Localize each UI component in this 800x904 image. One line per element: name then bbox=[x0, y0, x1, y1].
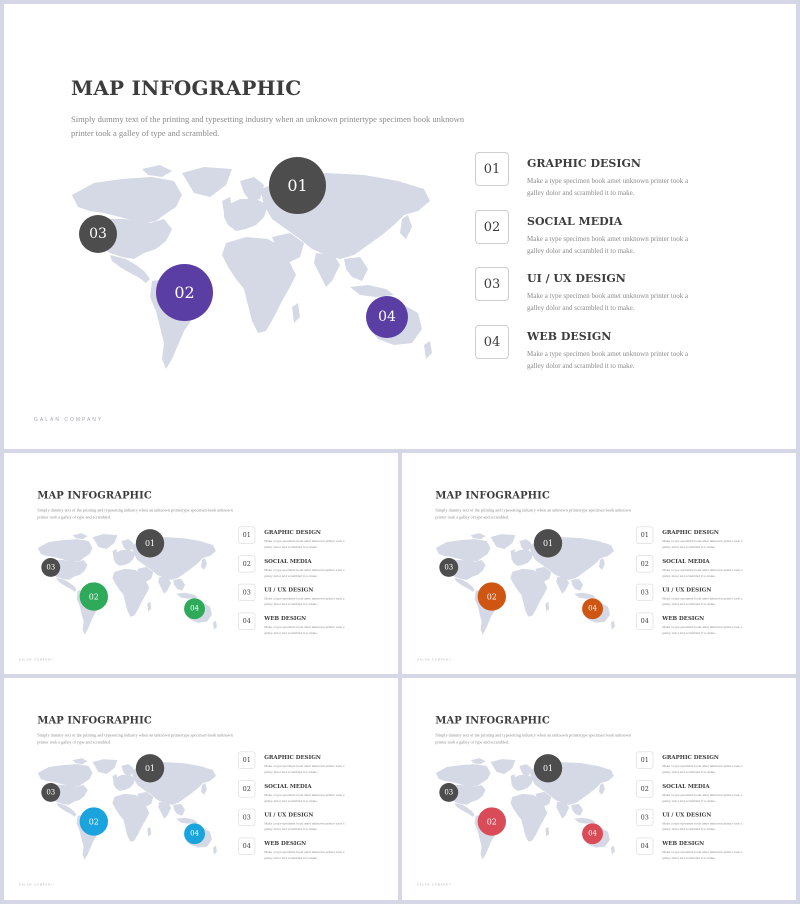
number-box: 03 bbox=[636, 584, 653, 601]
item-title: WEB DESIGN bbox=[264, 615, 307, 622]
list-item-ui-ux-design bbox=[636, 809, 750, 834]
number-box: 01 bbox=[238, 527, 255, 544]
marker-01 bbox=[269, 157, 326, 214]
marker-01 bbox=[136, 754, 164, 782]
item-title: SOCIAL MEDIA bbox=[662, 557, 710, 565]
number-box: 02 bbox=[238, 780, 255, 797]
slide-title: MAP INFOGRAPHIC bbox=[435, 488, 550, 501]
marker-01-label: 01 bbox=[542, 538, 554, 549]
number-box: 02 bbox=[636, 780, 653, 797]
list-item-graphic-design bbox=[475, 152, 705, 202]
list-item-graphic-design bbox=[636, 527, 750, 552]
slide-thumb-blue[interactable] bbox=[4, 678, 398, 900]
list-item-ui-ux-design bbox=[475, 267, 705, 317]
marker-03-label: 03 bbox=[46, 788, 56, 797]
item-description: Make a type specimen book amet unknown printer took a galley dolor and scrambled it to make. bbox=[662, 596, 743, 607]
number-box: 03 bbox=[475, 267, 509, 301]
item-title: UI / UX DESIGN bbox=[527, 272, 626, 285]
list-item-social-media bbox=[636, 780, 750, 805]
marker-03 bbox=[41, 783, 60, 802]
item-title: GRAPHIC DESIGN bbox=[264, 529, 321, 536]
list-item-web-design bbox=[636, 613, 750, 638]
slide-title: MAP INFOGRAPHIC bbox=[37, 713, 152, 726]
slide-thumb-red[interactable] bbox=[402, 678, 796, 900]
item-description: Make a type specimen book amet unknown printer took a galley dolor and scrambled it to make. bbox=[264, 539, 345, 550]
list-item-graphic-design bbox=[238, 527, 352, 552]
item-description: Make a type specimen book amet unknown printer took a galley dolor and scrambled it to make. bbox=[662, 625, 743, 636]
marker-01 bbox=[534, 754, 562, 782]
marker-03 bbox=[439, 783, 458, 802]
marker-01-label: 01 bbox=[542, 763, 554, 774]
list-item-web-design bbox=[475, 325, 705, 375]
item-description: Make a type specimen book amet unknown printer took a galley dolor and scrambled it to make. bbox=[527, 350, 689, 370]
marker-02 bbox=[478, 807, 506, 835]
list-item-ui-ux-design bbox=[238, 809, 352, 834]
item-description: Make a type specimen book amet unknown printer took a galley dolor and scrambled it to make. bbox=[662, 850, 743, 861]
marker-04-label: 04 bbox=[588, 604, 597, 613]
marker-04-label: 04 bbox=[588, 829, 597, 838]
marker-04 bbox=[184, 598, 205, 619]
slide-subtitle: Simply dummy text of the printing and typesetting industry when an unknown printertype specimen book unknown printer took a galley of type and scrambled. bbox=[37, 507, 233, 520]
slide-title: MAP INFOGRAPHIC bbox=[37, 488, 152, 501]
item-description: Make a type specimen book amet unknown printer took a galley dolor and scrambled it to make. bbox=[264, 596, 345, 607]
marker-04-label: 04 bbox=[190, 829, 199, 838]
marker-03-label: 03 bbox=[46, 563, 56, 572]
marker-04 bbox=[366, 296, 408, 338]
marker-04 bbox=[184, 823, 205, 844]
marker-03 bbox=[41, 558, 60, 577]
slide-title: MAP INFOGRAPHIC bbox=[71, 76, 302, 100]
marker-04-label: 04 bbox=[378, 309, 396, 325]
list-item-graphic-design bbox=[636, 752, 750, 777]
slide-subtitle: Simply dummy text of the printing and typesetting industry when an unknown printertype specimen book unknown printer took a galley of type and scrambled. bbox=[71, 114, 465, 138]
list-item-web-design bbox=[636, 838, 750, 863]
item-title: UI / UX DESIGN bbox=[662, 811, 712, 818]
number-box: 03 bbox=[238, 584, 255, 601]
item-title: SOCIAL MEDIA bbox=[527, 215, 623, 228]
number-box: 01 bbox=[475, 152, 509, 186]
marker-03-label: 03 bbox=[444, 788, 454, 797]
list-item-social-media bbox=[238, 780, 352, 805]
number-box: 01 bbox=[636, 752, 653, 769]
marker-02 bbox=[80, 582, 108, 610]
marker-02 bbox=[478, 582, 506, 610]
slide-thumb-green[interactable] bbox=[4, 453, 398, 674]
item-description: Make a type specimen book amet unknown printer took a galley dolor and scrambled it to make. bbox=[264, 850, 345, 861]
number-box: 02 bbox=[238, 555, 255, 572]
marker-02-label: 02 bbox=[174, 283, 195, 302]
item-description: Make a type specimen book amet unknown printer took a galley dolor and scrambled it to make. bbox=[264, 764, 345, 775]
slide-thumb-orange[interactable] bbox=[402, 453, 796, 674]
marker-01 bbox=[136, 529, 164, 557]
marker-02 bbox=[156, 264, 213, 321]
item-title: GRAPHIC DESIGN bbox=[662, 754, 719, 761]
marker-02-label: 02 bbox=[88, 591, 99, 602]
number-box: 04 bbox=[636, 838, 653, 855]
item-description: Make a type specimen book amet unknown printer took a galley dolor and scrambled it to make. bbox=[264, 567, 345, 578]
item-title: GRAPHIC DESIGN bbox=[662, 529, 719, 536]
item-description: Make a type specimen book amet unknown printer took a galley dolor and scrambled it to make. bbox=[662, 764, 743, 775]
company-footer: GALAN COMPANY bbox=[18, 883, 54, 887]
item-description: Make a type specimen book amet unknown printer took a galley dolor and scrambled it to make. bbox=[527, 177, 689, 197]
item-title: WEB DESIGN bbox=[662, 615, 705, 622]
number-box: 03 bbox=[636, 809, 653, 826]
list-item-social-media bbox=[475, 210, 705, 260]
item-title: SOCIAL MEDIA bbox=[264, 782, 312, 790]
number-box: 01 bbox=[238, 752, 255, 769]
marker-04 bbox=[582, 823, 603, 844]
slide-title: MAP INFOGRAPHIC bbox=[435, 713, 550, 726]
item-title: UI / UX DESIGN bbox=[264, 811, 314, 818]
item-title: WEB DESIGN bbox=[527, 330, 612, 343]
number-box: 04 bbox=[238, 838, 255, 855]
item-title: SOCIAL MEDIA bbox=[662, 782, 710, 790]
list-item-social-media bbox=[636, 555, 750, 580]
number-box: 04 bbox=[636, 613, 653, 630]
marker-03-label: 03 bbox=[89, 226, 107, 242]
slide-subtitle: Simply dummy text of the printing and typesetting industry when an unknown printertype specimen book unknown printer took a galley of type and scrambled. bbox=[435, 507, 631, 520]
item-description: Make a type specimen book amet unknown printer took a galley dolor and scrambled it to make. bbox=[662, 539, 743, 550]
number-box: 02 bbox=[636, 555, 653, 572]
marker-02-label: 02 bbox=[486, 816, 497, 827]
company-footer: GALAN COMPANY bbox=[416, 658, 452, 662]
item-description: Make a type specimen book amet unknown printer took a galley dolor and scrambled it to make. bbox=[264, 821, 345, 832]
item-description: Make a type specimen book amet unknown printer took a galley dolor and scrambled it to make. bbox=[527, 235, 689, 255]
item-description: Make a type specimen book amet unknown printer took a galley dolor and scrambled it to make. bbox=[662, 792, 743, 803]
marker-03 bbox=[79, 215, 117, 253]
item-title: UI / UX DESIGN bbox=[264, 586, 314, 593]
marker-04 bbox=[582, 598, 603, 619]
marker-01-label: 01 bbox=[287, 176, 308, 195]
list-item-ui-ux-design bbox=[238, 584, 352, 609]
marker-03 bbox=[439, 558, 458, 577]
list-item-web-design bbox=[238, 838, 352, 863]
item-description: Make a type specimen book amet unknown printer took a galley dolor and scrambled it to make. bbox=[264, 792, 345, 803]
item-title: WEB DESIGN bbox=[662, 840, 705, 847]
world-map bbox=[432, 755, 616, 862]
item-description: Make a type specimen book amet unknown printer took a galley dolor and scrambled it to make. bbox=[264, 625, 345, 636]
item-title: UI / UX DESIGN bbox=[662, 586, 712, 593]
number-box: 02 bbox=[475, 210, 509, 244]
world-map bbox=[432, 530, 616, 637]
marker-01 bbox=[534, 529, 562, 557]
company-footer: GALAN COMPANY bbox=[34, 417, 104, 423]
list-item-graphic-design bbox=[238, 752, 352, 777]
world-map bbox=[34, 530, 218, 637]
number-box: 01 bbox=[636, 527, 653, 544]
item-description: Make a type specimen book amet unknown printer took a galley dolor and scrambled it to make. bbox=[527, 292, 689, 312]
company-footer: GALAN COMPANY bbox=[18, 658, 54, 662]
number-box: 03 bbox=[238, 809, 255, 826]
list-item-social-media bbox=[238, 555, 352, 580]
marker-04-label: 04 bbox=[190, 604, 199, 613]
marker-03-label: 03 bbox=[444, 563, 454, 572]
list-item-web-design bbox=[238, 613, 352, 638]
marker-01-label: 01 bbox=[144, 538, 156, 549]
slide-subtitle: Simply dummy text of the printing and typesetting industry when an unknown printertype specimen book unknown printer took a galley of type and scrambled. bbox=[435, 732, 631, 745]
number-box: 04 bbox=[475, 325, 509, 359]
item-title: WEB DESIGN bbox=[264, 840, 307, 847]
marker-02-label: 02 bbox=[88, 816, 99, 827]
slide-subtitle: Simply dummy text of the printing and typesetting industry when an unknown printertype specimen book unknown printer took a galley of type and scrambled. bbox=[37, 732, 233, 745]
company-footer: GALAN COMPANY bbox=[416, 883, 452, 887]
item-title: GRAPHIC DESIGN bbox=[264, 754, 321, 761]
item-title: GRAPHIC DESIGN bbox=[527, 157, 641, 170]
item-title: SOCIAL MEDIA bbox=[264, 557, 312, 565]
marker-02-label: 02 bbox=[486, 591, 497, 602]
world-map bbox=[34, 755, 218, 862]
slide-main[interactable] bbox=[4, 4, 796, 449]
item-description: Make a type specimen book amet unknown printer took a galley dolor and scrambled it to make. bbox=[662, 821, 743, 832]
list-item-ui-ux-design bbox=[636, 584, 750, 609]
marker-01-label: 01 bbox=[144, 763, 156, 774]
item-description: Make a type specimen book amet unknown printer took a galley dolor and scrambled it to make. bbox=[662, 567, 743, 578]
world-map bbox=[64, 159, 434, 374]
marker-02 bbox=[80, 807, 108, 835]
number-box: 04 bbox=[238, 613, 255, 630]
